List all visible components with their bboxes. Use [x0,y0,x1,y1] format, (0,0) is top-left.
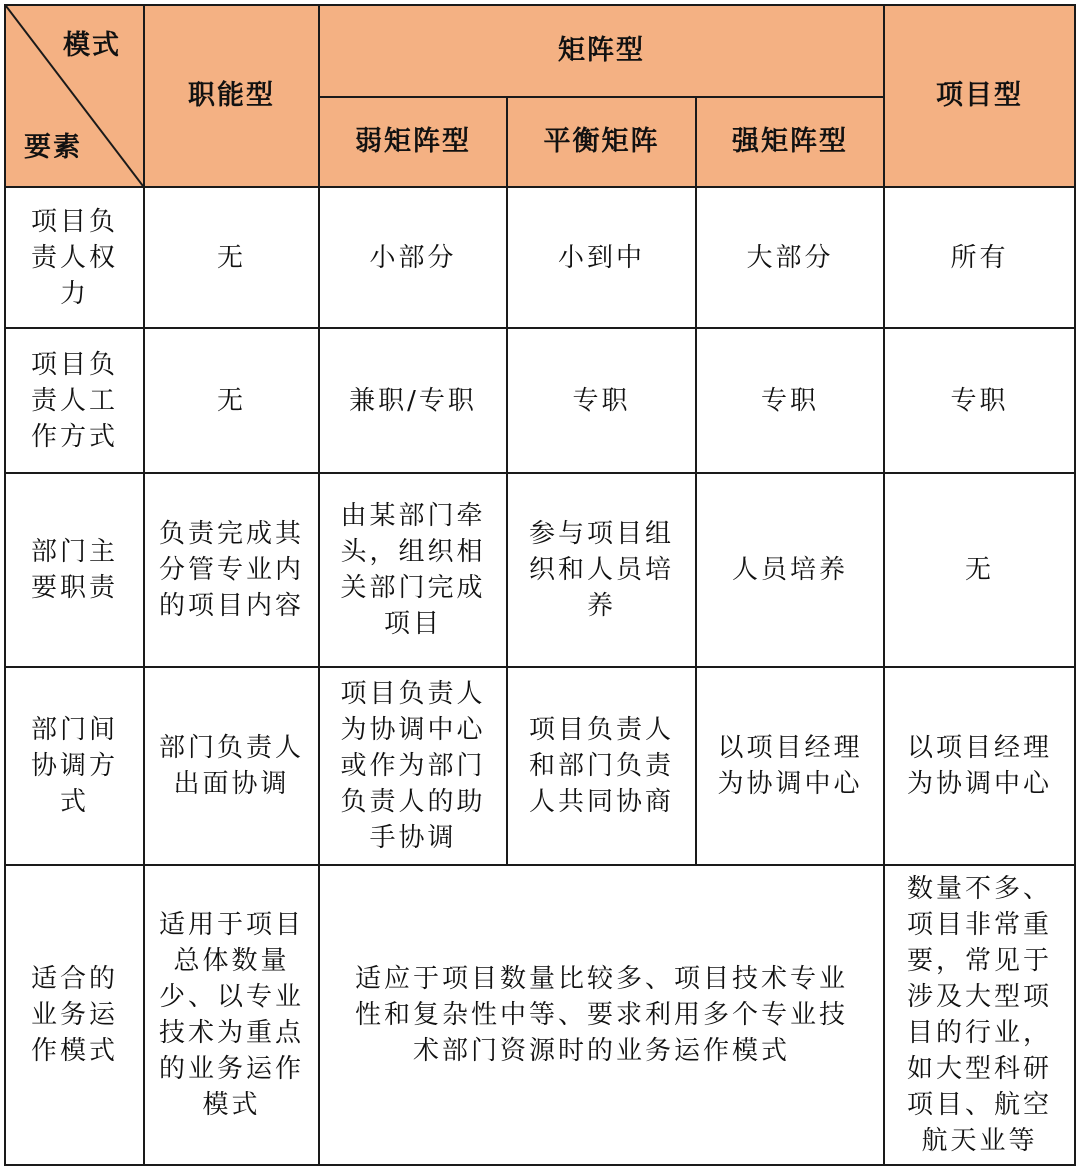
table-row [5,473,1075,667]
cell-balanced-matrix: 项目负责人和部门负责人共同协商 [507,667,696,865]
cell-strong-matrix: 以项目经理为协调中心 [696,667,884,865]
cell-projectized: 专职 [884,328,1075,473]
header-functional: 职能型 [144,5,319,187]
cell-functional: 部门负责人出面协调 [144,667,319,865]
cell-functional: 无 [144,187,319,328]
table-row [5,328,1075,473]
cell-functional: 负责完成其分管专业内的项目内容 [144,473,319,667]
cell-weak-matrix: 兼职/专职 [319,328,507,473]
row-label: 项目负责人权力 [5,187,144,328]
cell-projectized: 无 [884,473,1075,667]
corner-label-element: 要素 [24,132,82,163]
cell-strong-matrix: 大部分 [696,187,884,328]
header-row-1 [5,5,1075,97]
header-matrix: 矩阵型 [319,5,884,97]
cell-functional: 无 [144,328,319,473]
header-strong-matrix: 强矩阵型 [696,97,884,187]
cell-projectized: 数量不多、项目非常重要，常见于涉及大型项目的行业，如大型科研项目、航空航天业等 [884,865,1075,1165]
cell-weak-matrix: 小部分 [319,187,507,328]
row-label: 部门主要职责 [5,473,144,667]
cell-weak-matrix: 项目负责人为协调中心或作为部门负责人的助手协调 [319,667,507,865]
cell-weak-matrix: 由某部门牵头，组织相关部门完成项目 [319,473,507,667]
header-weak-matrix: 弱矩阵型 [319,97,507,187]
table-row [5,187,1075,328]
corner-label-mode: 模式 [63,30,121,61]
header-projectized: 项目型 [884,5,1075,187]
cell-matrix-merged: 适应于项目数量比较多、项目技术专业性和复杂性中等、要求利用多个专业技术部门资源时的业务运作模式 [319,865,884,1165]
cell-strong-matrix: 人员培养 [696,473,884,667]
cell-balanced-matrix: 专职 [507,328,696,473]
table-row [5,865,1075,1165]
cell-balanced-matrix: 小到中 [507,187,696,328]
row-label: 部门间协调方式 [5,667,144,865]
corner-header-cell [5,5,144,187]
cell-projectized: 以项目经理为协调中心 [884,667,1075,865]
row-label: 适合的业务运作模式 [5,865,144,1165]
cell-projectized: 所有 [884,187,1075,328]
cell-strong-matrix: 专职 [696,328,884,473]
cell-balanced-matrix: 参与项目组织和人员培养 [507,473,696,667]
header-balanced-matrix: 平衡矩阵 [507,97,696,187]
cell-functional: 适用于项目总体数量少、以专业技术为重点的业务运作模式 [144,865,319,1165]
row-label: 项目负责人工作方式 [5,328,144,473]
comparison-table-wrapper [4,4,1074,1166]
table-row [5,667,1075,865]
organization-structure-comparison-table [4,4,1076,1166]
